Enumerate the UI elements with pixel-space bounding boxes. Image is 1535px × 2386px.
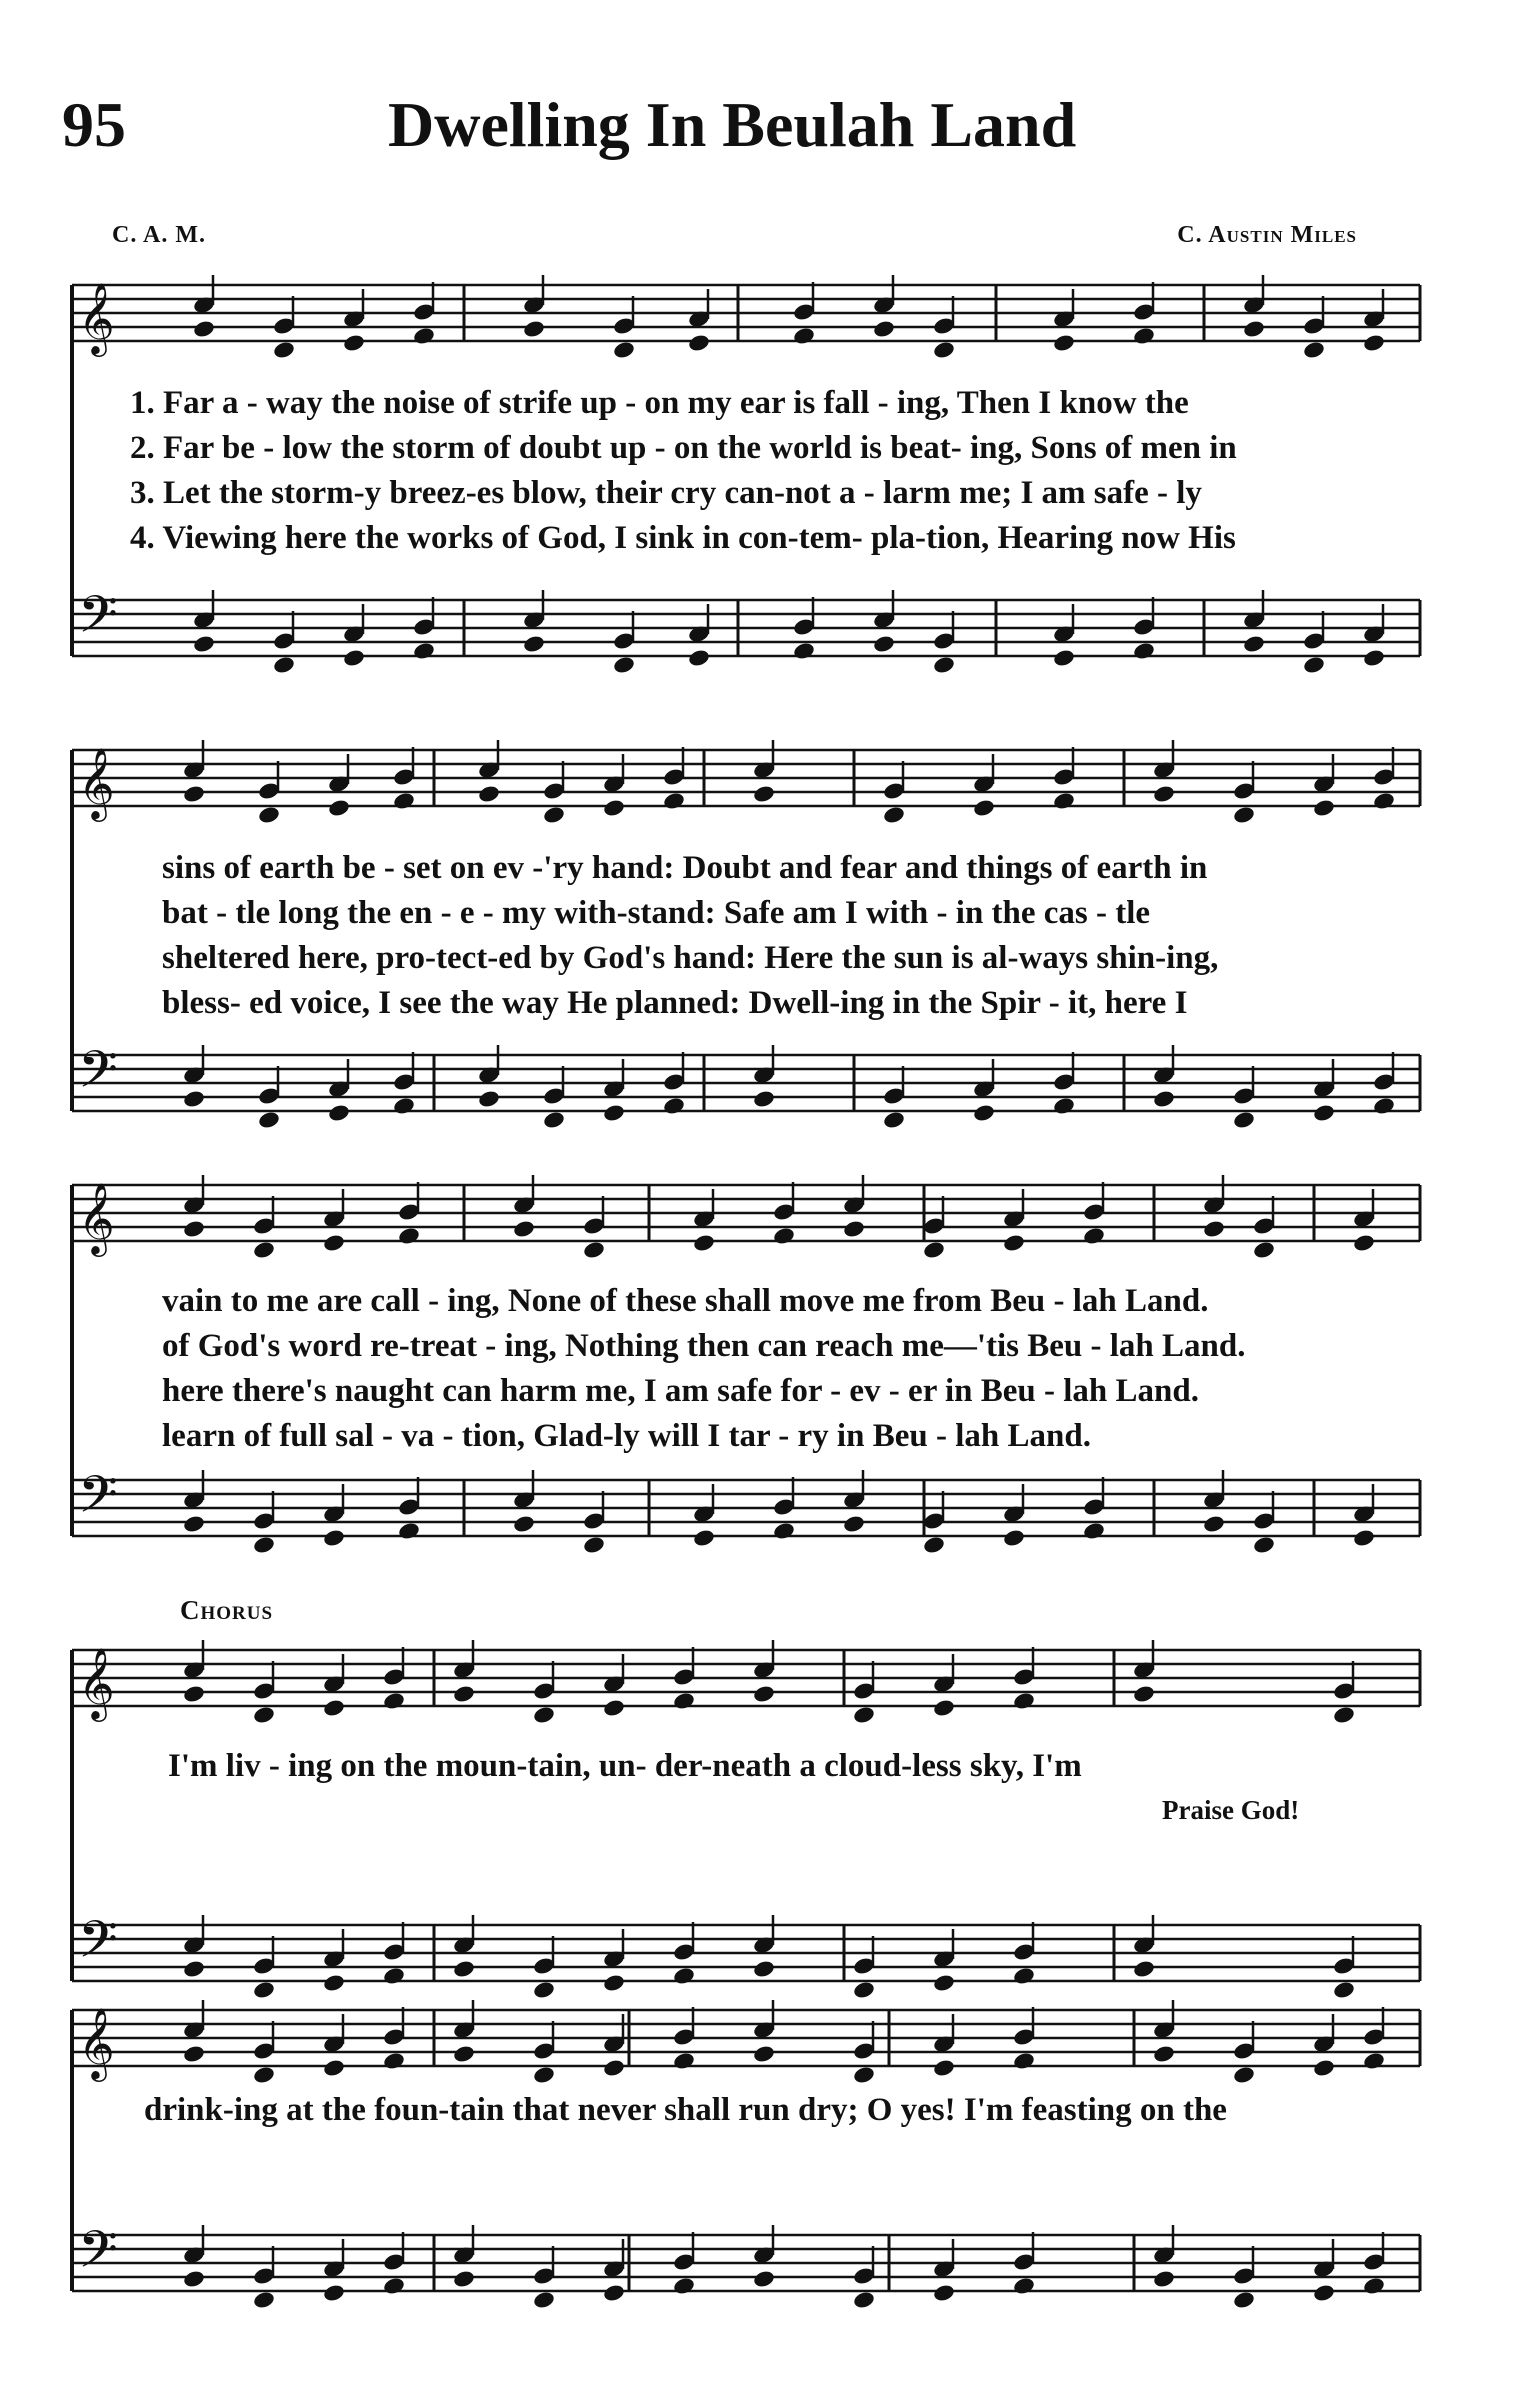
system-5-bass-note bbox=[532, 2290, 556, 2310]
verse-line: sins of earth be - set on ev -'ry hand: Doubt and fear and things of earth in bbox=[162, 850, 1208, 886]
interjection: Praise God! bbox=[1162, 1795, 1300, 1825]
system-3-bass-note bbox=[397, 1521, 421, 1541]
system-3-treble-note bbox=[397, 1226, 421, 1246]
system-1-treble-note bbox=[342, 333, 366, 353]
system-3-bass-note bbox=[322, 1528, 346, 1548]
system-5-bass-note bbox=[932, 2283, 956, 2303]
system-2-treble-note bbox=[182, 784, 206, 804]
system-2-bass-note bbox=[972, 1103, 996, 1123]
system-3-treble-note bbox=[252, 1240, 276, 1260]
verse-line: sheltered here, pro-tect-ed by God's hand: Here the sun is al-ways shin-ing, bbox=[162, 940, 1219, 976]
system-4-treble-note bbox=[182, 1684, 206, 1704]
system-3-treble-note bbox=[1252, 1240, 1276, 1260]
system-3-treble-note bbox=[1002, 1233, 1026, 1253]
system-5-bass-note bbox=[322, 2283, 346, 2303]
system-5-treble-note bbox=[182, 2044, 206, 2064]
system-1-treble-note bbox=[1052, 333, 1076, 353]
system-1-bass-note bbox=[687, 648, 711, 668]
hymn-number: 95 bbox=[62, 89, 126, 160]
system-1-bass-note bbox=[1052, 648, 1076, 668]
system-3-bass-note bbox=[1002, 1528, 1026, 1548]
system-4-treble-note bbox=[1132, 1684, 1156, 1704]
chorus-line: I'm liv - ing on the moun-tain, un- der-neath a cloud-less sky, I'm bbox=[168, 1748, 1082, 1784]
system-1-bass-note bbox=[412, 641, 436, 661]
verse-line: learn of full sal - va - tion, Glad-ly will I tar - ry in Beu - lah Land. bbox=[162, 1418, 1091, 1454]
system-5-treble-note bbox=[852, 2065, 876, 2085]
system-2-bass-note bbox=[327, 1103, 351, 1123]
system-2-treble-note bbox=[662, 791, 686, 811]
system-1-bass-note bbox=[1132, 641, 1156, 661]
system-5-bass-note bbox=[182, 2269, 206, 2289]
system-4-treble-clef-icon: 𝄞 bbox=[78, 1646, 115, 1719]
system-5-bass-note bbox=[1232, 2290, 1256, 2310]
system-4-bass-note bbox=[932, 1973, 956, 1993]
system-4-treble-note bbox=[382, 1691, 406, 1711]
system-1-bass-note bbox=[792, 641, 816, 661]
system-5-bass-note bbox=[252, 2290, 276, 2310]
system-2-treble-note bbox=[392, 791, 416, 811]
system-3-bass-note bbox=[582, 1535, 606, 1555]
system-2-bass-note bbox=[1152, 1089, 1176, 1109]
system-3-treble-note bbox=[922, 1240, 946, 1260]
system-1-treble-note bbox=[932, 340, 956, 360]
system-3-bass-clef-icon: 𝄢 bbox=[78, 1464, 118, 1537]
system-1-treble-note bbox=[612, 340, 636, 360]
system-2-treble-note bbox=[1312, 798, 1336, 818]
system-3-treble-note bbox=[842, 1219, 866, 1239]
system-4-treble-note bbox=[602, 1698, 626, 1718]
system-2-bass-note bbox=[602, 1103, 626, 1123]
system-5-bass-note bbox=[1152, 2269, 1176, 2289]
system-4-treble-note bbox=[322, 1698, 346, 1718]
system-2-treble-note bbox=[542, 805, 566, 825]
system-2-bass-note bbox=[662, 1096, 686, 1116]
system-2-bass-note bbox=[182, 1089, 206, 1109]
system-4-bass-note bbox=[1132, 1959, 1156, 1979]
system-5-treble-note bbox=[382, 2051, 406, 2071]
music-staves bbox=[64, 0, 1424, 2386]
system-5-treble-clef-icon: 𝄞 bbox=[78, 2006, 115, 2079]
system-4-bass-note bbox=[182, 1959, 206, 1979]
lyricist-credit: C. A. M. bbox=[112, 222, 206, 248]
verse-line: vain to me are call - ing, None of these shall move me from Beu - lah Land. bbox=[162, 1283, 1209, 1319]
system-3-bass-note bbox=[1252, 1535, 1276, 1555]
system-4-bass-note bbox=[532, 1980, 556, 2000]
system-3-bass-note bbox=[182, 1514, 206, 1534]
system-5-bass-note bbox=[452, 2269, 476, 2289]
system-1-treble-note bbox=[1132, 326, 1156, 346]
system-5-treble-note bbox=[322, 2058, 346, 2078]
system-1-treble-note bbox=[1242, 319, 1266, 339]
system-4-bass-note bbox=[1332, 1980, 1356, 2000]
system-5-treble-note bbox=[252, 2065, 276, 2085]
system-2-bass-note bbox=[542, 1110, 566, 1130]
system-5-bass-note bbox=[602, 2283, 626, 2303]
system-3-treble-note bbox=[182, 1219, 206, 1239]
system-1-bass-clef-icon: 𝄢 bbox=[78, 584, 118, 657]
system-3-bass-note bbox=[772, 1521, 796, 1541]
verse-line: bat - tle long the en - e - my with-stand: Safe am I with - in the cas - tle bbox=[162, 895, 1151, 931]
system-3-treble-clef-icon: 𝄞 bbox=[78, 1181, 115, 1254]
system-1-bass-note bbox=[272, 655, 296, 675]
system-4-bass-clef-icon: 𝄢 bbox=[78, 1909, 118, 1982]
system-3-bass-note bbox=[692, 1528, 716, 1548]
system-4-bass-note bbox=[452, 1959, 476, 1979]
system-3-treble-note bbox=[772, 1226, 796, 1246]
system-2-treble-note bbox=[327, 798, 351, 818]
system-1-treble-note bbox=[272, 340, 296, 360]
chorus-line: drink-ing at the foun-tain that never shall run dry; O yes! I'm feasting on the bbox=[144, 2092, 1227, 2128]
system-1-treble-note bbox=[792, 326, 816, 346]
system-1-treble-note bbox=[192, 319, 216, 339]
verse-line: of God's word re-treat - ing, Nothing then can reach me—'tis Beu - lah Land. bbox=[162, 1328, 1246, 1364]
system-3-treble-note bbox=[1352, 1233, 1376, 1253]
system-1-treble-note bbox=[1302, 340, 1326, 360]
system-3-bass-note bbox=[252, 1535, 276, 1555]
system-2-bass-note bbox=[752, 1089, 776, 1109]
system-5-bass-note bbox=[1362, 2276, 1386, 2296]
system-2-bass-note bbox=[1372, 1096, 1396, 1116]
system-1-bass-note bbox=[1242, 634, 1266, 654]
system-4-treble-note bbox=[1012, 1691, 1036, 1711]
system-4-treble-note bbox=[752, 1684, 776, 1704]
system-5-treble-note bbox=[452, 2044, 476, 2064]
system-2-treble-note bbox=[972, 798, 996, 818]
system-2-bass-note bbox=[1052, 1096, 1076, 1116]
system-3-treble-note bbox=[322, 1233, 346, 1253]
system-4-bass-note bbox=[852, 1980, 876, 2000]
composer-credit: C. Austin Miles bbox=[1177, 222, 1357, 248]
system-3-treble-note bbox=[1202, 1219, 1226, 1239]
system-5-treble-note bbox=[1012, 2051, 1036, 2071]
system-1-bass-note bbox=[522, 634, 546, 654]
system-4-treble-note bbox=[1332, 1705, 1356, 1725]
system-5-treble-note bbox=[532, 2065, 556, 2085]
system-4-bass-note bbox=[752, 1959, 776, 1979]
system-4-bass-note bbox=[672, 1966, 696, 1986]
system-2-treble-note bbox=[1232, 805, 1256, 825]
system-1-treble-note bbox=[412, 326, 436, 346]
system-5-treble-note bbox=[1362, 2051, 1386, 2071]
system-3-bass-note bbox=[1082, 1521, 1106, 1541]
system-5-bass-note bbox=[1012, 2276, 1036, 2296]
system-4-bass-note bbox=[602, 1973, 626, 1993]
system-2-treble-note bbox=[602, 798, 626, 818]
system-4-treble-note bbox=[452, 1684, 476, 1704]
chorus-label: Chorus bbox=[180, 1595, 274, 1625]
system-1-treble-note bbox=[1362, 333, 1386, 353]
system-4-treble-note bbox=[852, 1705, 876, 1725]
system-5-treble-note bbox=[1312, 2058, 1336, 2078]
system-4-bass-note bbox=[1012, 1966, 1036, 1986]
system-1-bass-note bbox=[612, 655, 636, 675]
system-5-bass-note bbox=[1312, 2283, 1336, 2303]
verse-line: 2. Far be - low the storm of doubt up - on the world is beat- ing, Sons of men in bbox=[130, 430, 1237, 466]
system-3-treble-note bbox=[1082, 1226, 1106, 1246]
system-1-bass-note bbox=[1362, 648, 1386, 668]
system-3-treble-note bbox=[692, 1233, 716, 1253]
system-2-bass-note bbox=[257, 1110, 281, 1130]
system-3-treble-note bbox=[582, 1240, 606, 1260]
system-2-treble-note bbox=[1052, 791, 1076, 811]
system-1-bass-note bbox=[932, 655, 956, 675]
system-1-treble-note bbox=[687, 333, 711, 353]
system-3-bass-note bbox=[1202, 1514, 1226, 1534]
system-5-treble-note bbox=[1232, 2065, 1256, 2085]
system-3-treble-note bbox=[512, 1219, 536, 1239]
system-5-bass-note bbox=[672, 2276, 696, 2296]
system-2-treble-note bbox=[1372, 791, 1396, 811]
verse-line: bless- ed voice, I see the way He planned: Dwell-ing in the Spir - it, here I bbox=[162, 985, 1188, 1021]
system-1-bass-note bbox=[1302, 655, 1326, 675]
system-2-treble-note bbox=[1152, 784, 1176, 804]
system-1-treble-note bbox=[522, 319, 546, 339]
system-5-bass-note bbox=[752, 2269, 776, 2289]
system-2-bass-note bbox=[1232, 1110, 1256, 1130]
system-2-treble-note bbox=[257, 805, 281, 825]
system-5-treble-note bbox=[602, 2058, 626, 2078]
system-2-treble-clef-icon: 𝄞 bbox=[78, 746, 115, 819]
system-4-bass-note bbox=[252, 1980, 276, 2000]
system-2-bass-clef-icon: 𝄢 bbox=[78, 1039, 118, 1112]
system-1-bass-note bbox=[872, 634, 896, 654]
system-2-treble-note bbox=[477, 784, 501, 804]
system-1-treble-clef-icon: 𝄞 bbox=[78, 281, 115, 354]
system-5-bass-note bbox=[382, 2276, 406, 2296]
system-2-treble-note bbox=[882, 805, 906, 825]
system-2-bass-note bbox=[1312, 1103, 1336, 1123]
verse-line: 1. Far a - way the noise of strife up - on my ear is fall - ing, Then I know the bbox=[130, 385, 1189, 421]
system-3-bass-note bbox=[842, 1514, 866, 1534]
system-5-treble-note bbox=[932, 2058, 956, 2078]
system-4-bass-note bbox=[382, 1966, 406, 1986]
system-2-bass-note bbox=[882, 1110, 906, 1130]
system-4-treble-note bbox=[252, 1705, 276, 1725]
system-4-bass-note bbox=[322, 1973, 346, 1993]
system-2-bass-note bbox=[392, 1096, 416, 1116]
system-4-treble-note bbox=[532, 1705, 556, 1725]
verse-line: 4. Viewing here the works of God, I sink in con-tem- pla-tion, Hearing now His bbox=[130, 520, 1236, 556]
system-5-treble-note bbox=[1152, 2044, 1176, 2064]
verse-line: here there's naught can harm me, I am safe for - ev - er in Beu - lah Land. bbox=[162, 1373, 1200, 1409]
system-1-bass-note bbox=[192, 634, 216, 654]
system-2-bass-note bbox=[477, 1089, 501, 1109]
system-3-bass-note bbox=[922, 1535, 946, 1555]
verse-line: 3. Let the storm-y breez-es blow, their cry can-not a - larm me; I am safe - ly bbox=[130, 475, 1202, 511]
system-4-treble-note bbox=[672, 1691, 696, 1711]
system-1-bass-note bbox=[342, 648, 366, 668]
system-5-bass-note bbox=[852, 2290, 876, 2310]
system-3-bass-note bbox=[512, 1514, 536, 1534]
system-1-treble-note bbox=[872, 319, 896, 339]
system-2-treble-note bbox=[752, 784, 776, 804]
system-5-treble-note bbox=[752, 2044, 776, 2064]
system-5-treble-note bbox=[672, 2051, 696, 2071]
system-3-bass-note bbox=[1352, 1528, 1376, 1548]
system-5-bass-clef-icon: 𝄢 bbox=[78, 2219, 118, 2292]
hymn-title: Dwelling In Beulah Land bbox=[388, 89, 1077, 160]
system-4-treble-note bbox=[932, 1698, 956, 1718]
